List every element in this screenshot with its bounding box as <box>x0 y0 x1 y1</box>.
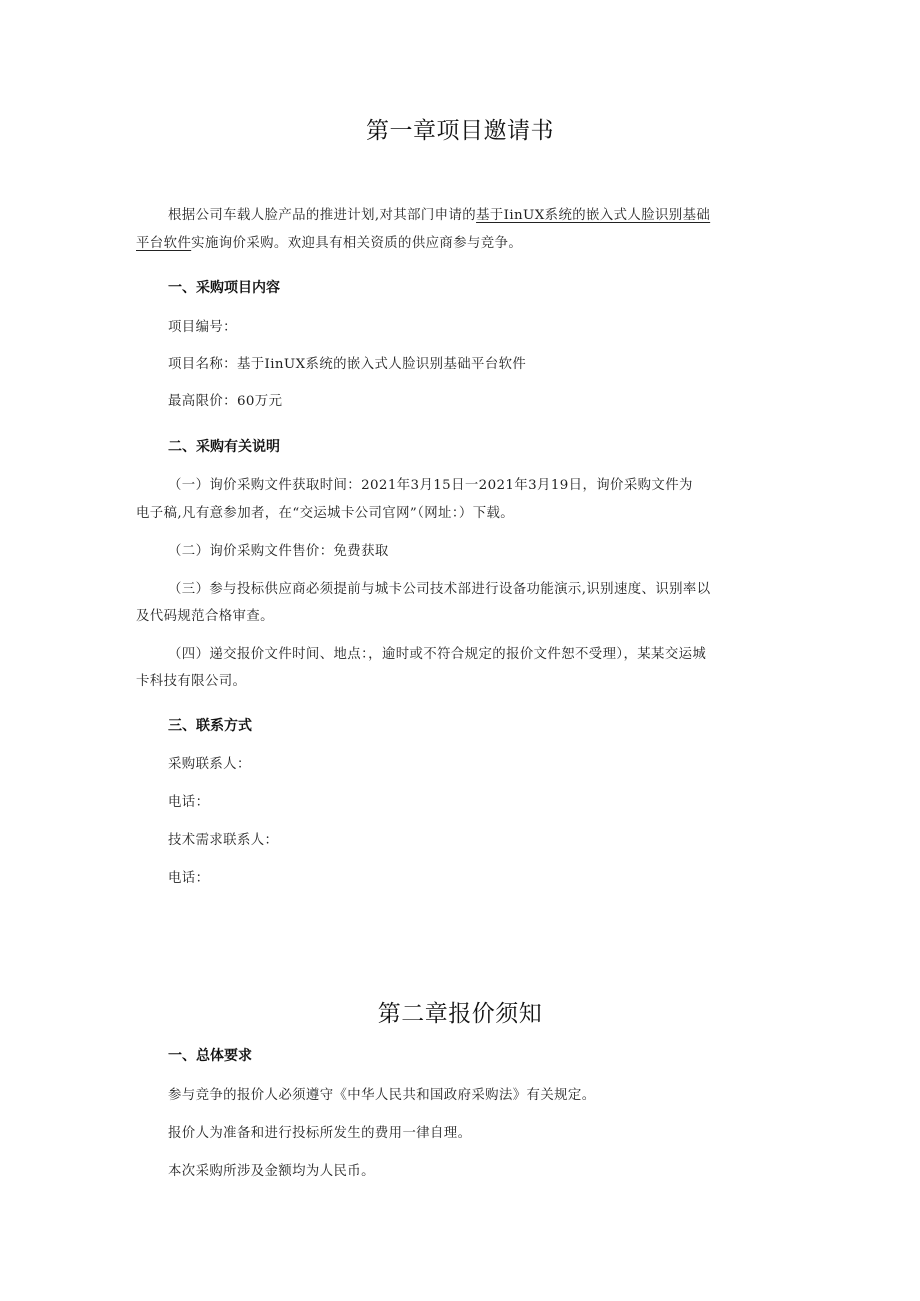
intro-line-2 <box>136 232 522 251</box>
note-1-line-1: （一）询价采购文件获取时间：2021年3月15日一2021年3月19日，询价采购文件为 <box>168 478 693 493</box>
phone-2: 电话： <box>168 871 210 886</box>
requirement-1: 参与竞争的报价人必须遵守《中华人民共和国政府采购法》有关规定。 <box>168 1088 596 1103</box>
section-heading-procurement-notes: 二、采购有关说明 <box>168 439 280 455</box>
note-1-line-2: 电子稿,凡有意参加者，在“交运城卡公司官网”（网址：）下载。 <box>136 506 515 521</box>
project-name-link: 基于IinUX系统的嵌入式人脸识别基础 <box>476 208 711 223</box>
note-4-line-1: （四）递交报价文件时间、地点：，逾时或不符合规定的报价文件恕不受理），某某交运城 <box>168 647 707 662</box>
note-3-line-1: （三）参与投标供应商必须提前与城卡公司技术部进行设备功能演示,识别速度、识别率以 <box>168 582 711 597</box>
note-4-line-2: 卡科技有限公司。 <box>136 674 247 689</box>
requirement-2: 报价人为准备和进行投标所发生的费用一律自理。 <box>168 1126 472 1141</box>
section-heading-general-requirements: 一、总体要求 <box>168 1048 252 1064</box>
note-2: （二）询价采购文件售价：免费获取 <box>168 544 389 559</box>
max-price: 最高限价：60万元 <box>168 394 283 409</box>
chapter1-title: 第一章项目邀请书 <box>366 118 554 144</box>
intro-text-cont: 实施询价采购。欢迎具有相关资质的供应商参与竞争。 <box>191 236 523 251</box>
intro-line-1 <box>168 204 710 223</box>
tech-contact: 技术需求联系人： <box>168 833 279 848</box>
project-name-link-cont: 平台软件 <box>136 236 192 251</box>
section-heading-contact: 三、联系方式 <box>168 718 252 734</box>
section-heading-procurement-content: 一、采购项目内容 <box>168 280 280 296</box>
phone-1: 电话： <box>168 795 210 810</box>
project-number: 项目编号： <box>168 320 237 335</box>
requirement-3: 本次采购所涉及金额均为人民币。 <box>168 1164 375 1179</box>
note-3-line-2: 及代码规范合格审查。 <box>136 609 274 624</box>
chapter2-title: 第二章报价须知 <box>377 1001 543 1027</box>
intro-text: 根据公司车载人脸产品的推进计划,对其部门申请的 <box>168 208 477 223</box>
procurement-contact: 采购联系人： <box>168 757 251 772</box>
project-name: 项目名称：基于IinUX系统的嵌入式人脸识别基础平台软件 <box>168 357 527 372</box>
